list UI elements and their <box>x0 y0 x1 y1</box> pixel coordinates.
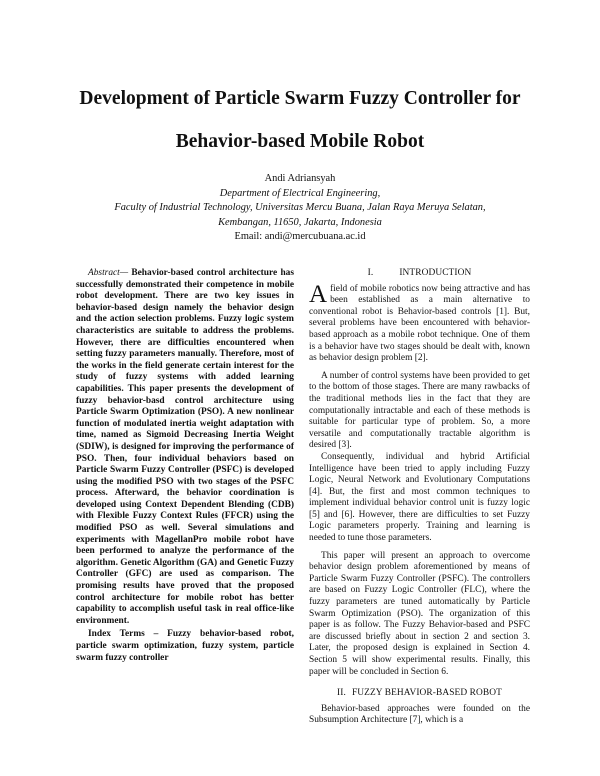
intro-paragraph-4: This paper will present an approach to overcome behavior design problem aforementioned by means of Particle Swarm Fuzzy Controller (PSFC). The controllers are based on Fuzzy Logic Controller (FLC), where the fuzzy parameters are tuned automatically by Particle Swarm Optimization (PSO). The organization of this paper is as follow. The Fuzzy Behavior-based and PSFC are discussed briefly about in section 2 and section 3. Later, the proposed design is explained in Section 4. Section 5 will show experimental results. Finally, this paper will be concluded in Section 6. <box>309 550 530 677</box>
author-name: Andi Adriansyah <box>264 173 336 184</box>
intro-paragraph-3: Consequently, individual and hybrid Artificial Intelligence have been tried to apply including Fuzzy Logic, Neural Network and Evolutionary Computations [4]. But, the first and most common techniques to implement individual behavior control unit is fuzzy logic [5] and [6]. However, there are difficulties to set Fuzzy Logic parameters properly. Training and learning is needed to tune those parameters. <box>309 451 530 544</box>
section-heading-introduction <box>309 268 530 280</box>
section-number: I. <box>367 268 374 278</box>
section-title: INTRODUCTION <box>399 268 472 278</box>
abstract-lead: Abstract— <box>88 268 129 278</box>
drop-cap: A <box>309 280 328 308</box>
author-address: Kembangan, 11650, Jakarta, Indonesia <box>218 216 382 228</box>
right-column <box>309 268 530 727</box>
abstract-text: Behavior-based control architecture has successfully demonstrated their competence in mobile robot development. There are two key issues in behavior-based design namely the behavior design and the action selection problems. Fuzzy logic system characteristics are suitable to address the problems. However, there are difficulties encountered when setting fuzzy parameters manually. Therefore, most of the works in the field generate certain interest for the study of fuzzy systems with added learning capabilities. This paper presents the development of fuzzy behavior-basd control architecture using Particle Swarm Optimization (PSO). A new nonlinear function of modulated inertia weight adaptation with time, named as Sigmoid Decreasing Inertia Weight (SDIW), is designed for improving the performance of PSO. Then, four individual behaviors based on Particle Swarm Fuzzy Controller (PSFC) is developed using the modified PSO with two stages of the PSFC process. Afterward, the behavior coordination is developed using Context Dependent Blending (CDB) with Flexible Fuzzy Context Rules (FFCR) using the modified PSO as well. Several simulations and experiments with MagellanPro mobile robot have been performed to analyze the performance of the algorithm. Genetic Algorithm (GA) and Genetic Fuzzy Controller (GFC) are used as comparison. The promising results have proved that the proposed control architecture for mobile robot has better capability to accomplish useful task in real office-like environment. <box>76 268 294 626</box>
section-heading-fuzzy-behavior <box>309 688 530 700</box>
section2-paragraph-1: Behavior-based approaches were founded on the Subsumption Architecture [7], which is a <box>309 703 530 726</box>
left-column <box>76 268 294 664</box>
paper-title-line-2: Behavior-based Mobile Robot <box>175 131 425 152</box>
abstract <box>76 268 294 627</box>
index-terms: Index Terms – Fuzzy behavior-based robot, particle swarm optimization, fuzzy system, particle swarm fuzzy controller <box>76 629 294 663</box>
author-email: Email: andi@mercubuana.ac.id <box>234 231 366 243</box>
intro-paragraph-2: A number of control systems have been provided to get to the bottom of those stages. There are many rawbacks of the traditional methods lies in the fact that they are computationally intractable and each of these methods is suitable for particular type of problem. So, a more versatile and computationally tractable algorithm is desired [3]. <box>309 370 530 451</box>
author-department: Department of Electrical Engineering, <box>219 187 381 199</box>
intro-paragraph-1-text: field of mobile robotics now being attractive and has been established as a main alternative to conventional robot is Behavior-based controls [1]. But, several problems have been encountered with behavior-based approach as a mobile robot technique. One of them is a behavior have two stages should be dealt with, known as behavior design problem [2]. <box>309 283 530 364</box>
author-block <box>60 172 540 245</box>
section-title: FUZZY BEHAVIOR-BASED ROBOT <box>351 688 502 699</box>
author-faculty: Faculty of Industrial Technology, Universitas Mercu Buana, Jalan Raya Meruya Selatan, <box>114 202 486 214</box>
paper-title-line-1: Development of Particle Swarm Fuzzy Controller for <box>79 88 521 109</box>
section-number: II. <box>337 688 346 699</box>
intro-paragraph-1 <box>309 280 530 365</box>
